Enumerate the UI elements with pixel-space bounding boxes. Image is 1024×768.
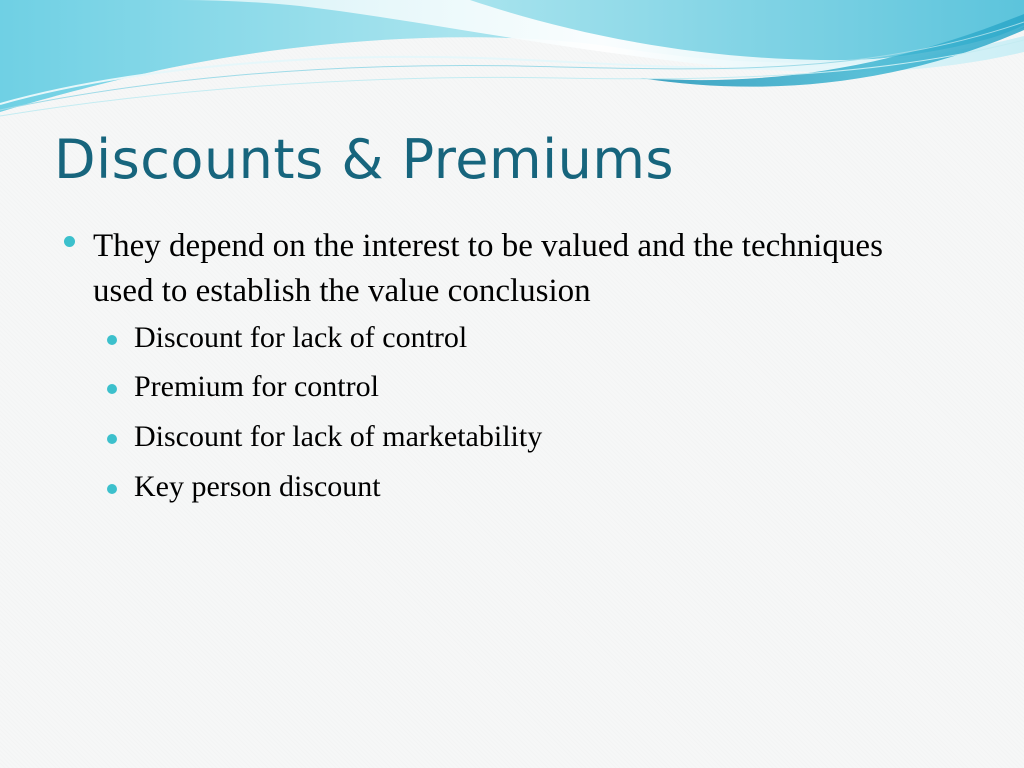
sub-bullet-dot-icon [107,384,117,394]
sub-bullet-dot-icon [107,434,117,444]
sub-bullet-item: Discount for lack of marketability [134,420,543,453]
sub-bullet-item: Premium for control [134,370,379,403]
bullet-dot-icon [64,236,75,247]
sub-bullet-item: Discount for lack of control [134,321,468,354]
sub-bullet-dot-icon [107,484,117,494]
sub-bullet-dot-icon [107,335,117,345]
slide-title: Discounts & Premiums [54,128,675,191]
decorative-wave-header [0,0,1024,130]
bullet-text: They depend on the interest to be valued and the techniques used to establish the value conclusion [93,228,883,309]
sub-bullet-item: Key person discount [134,470,381,503]
